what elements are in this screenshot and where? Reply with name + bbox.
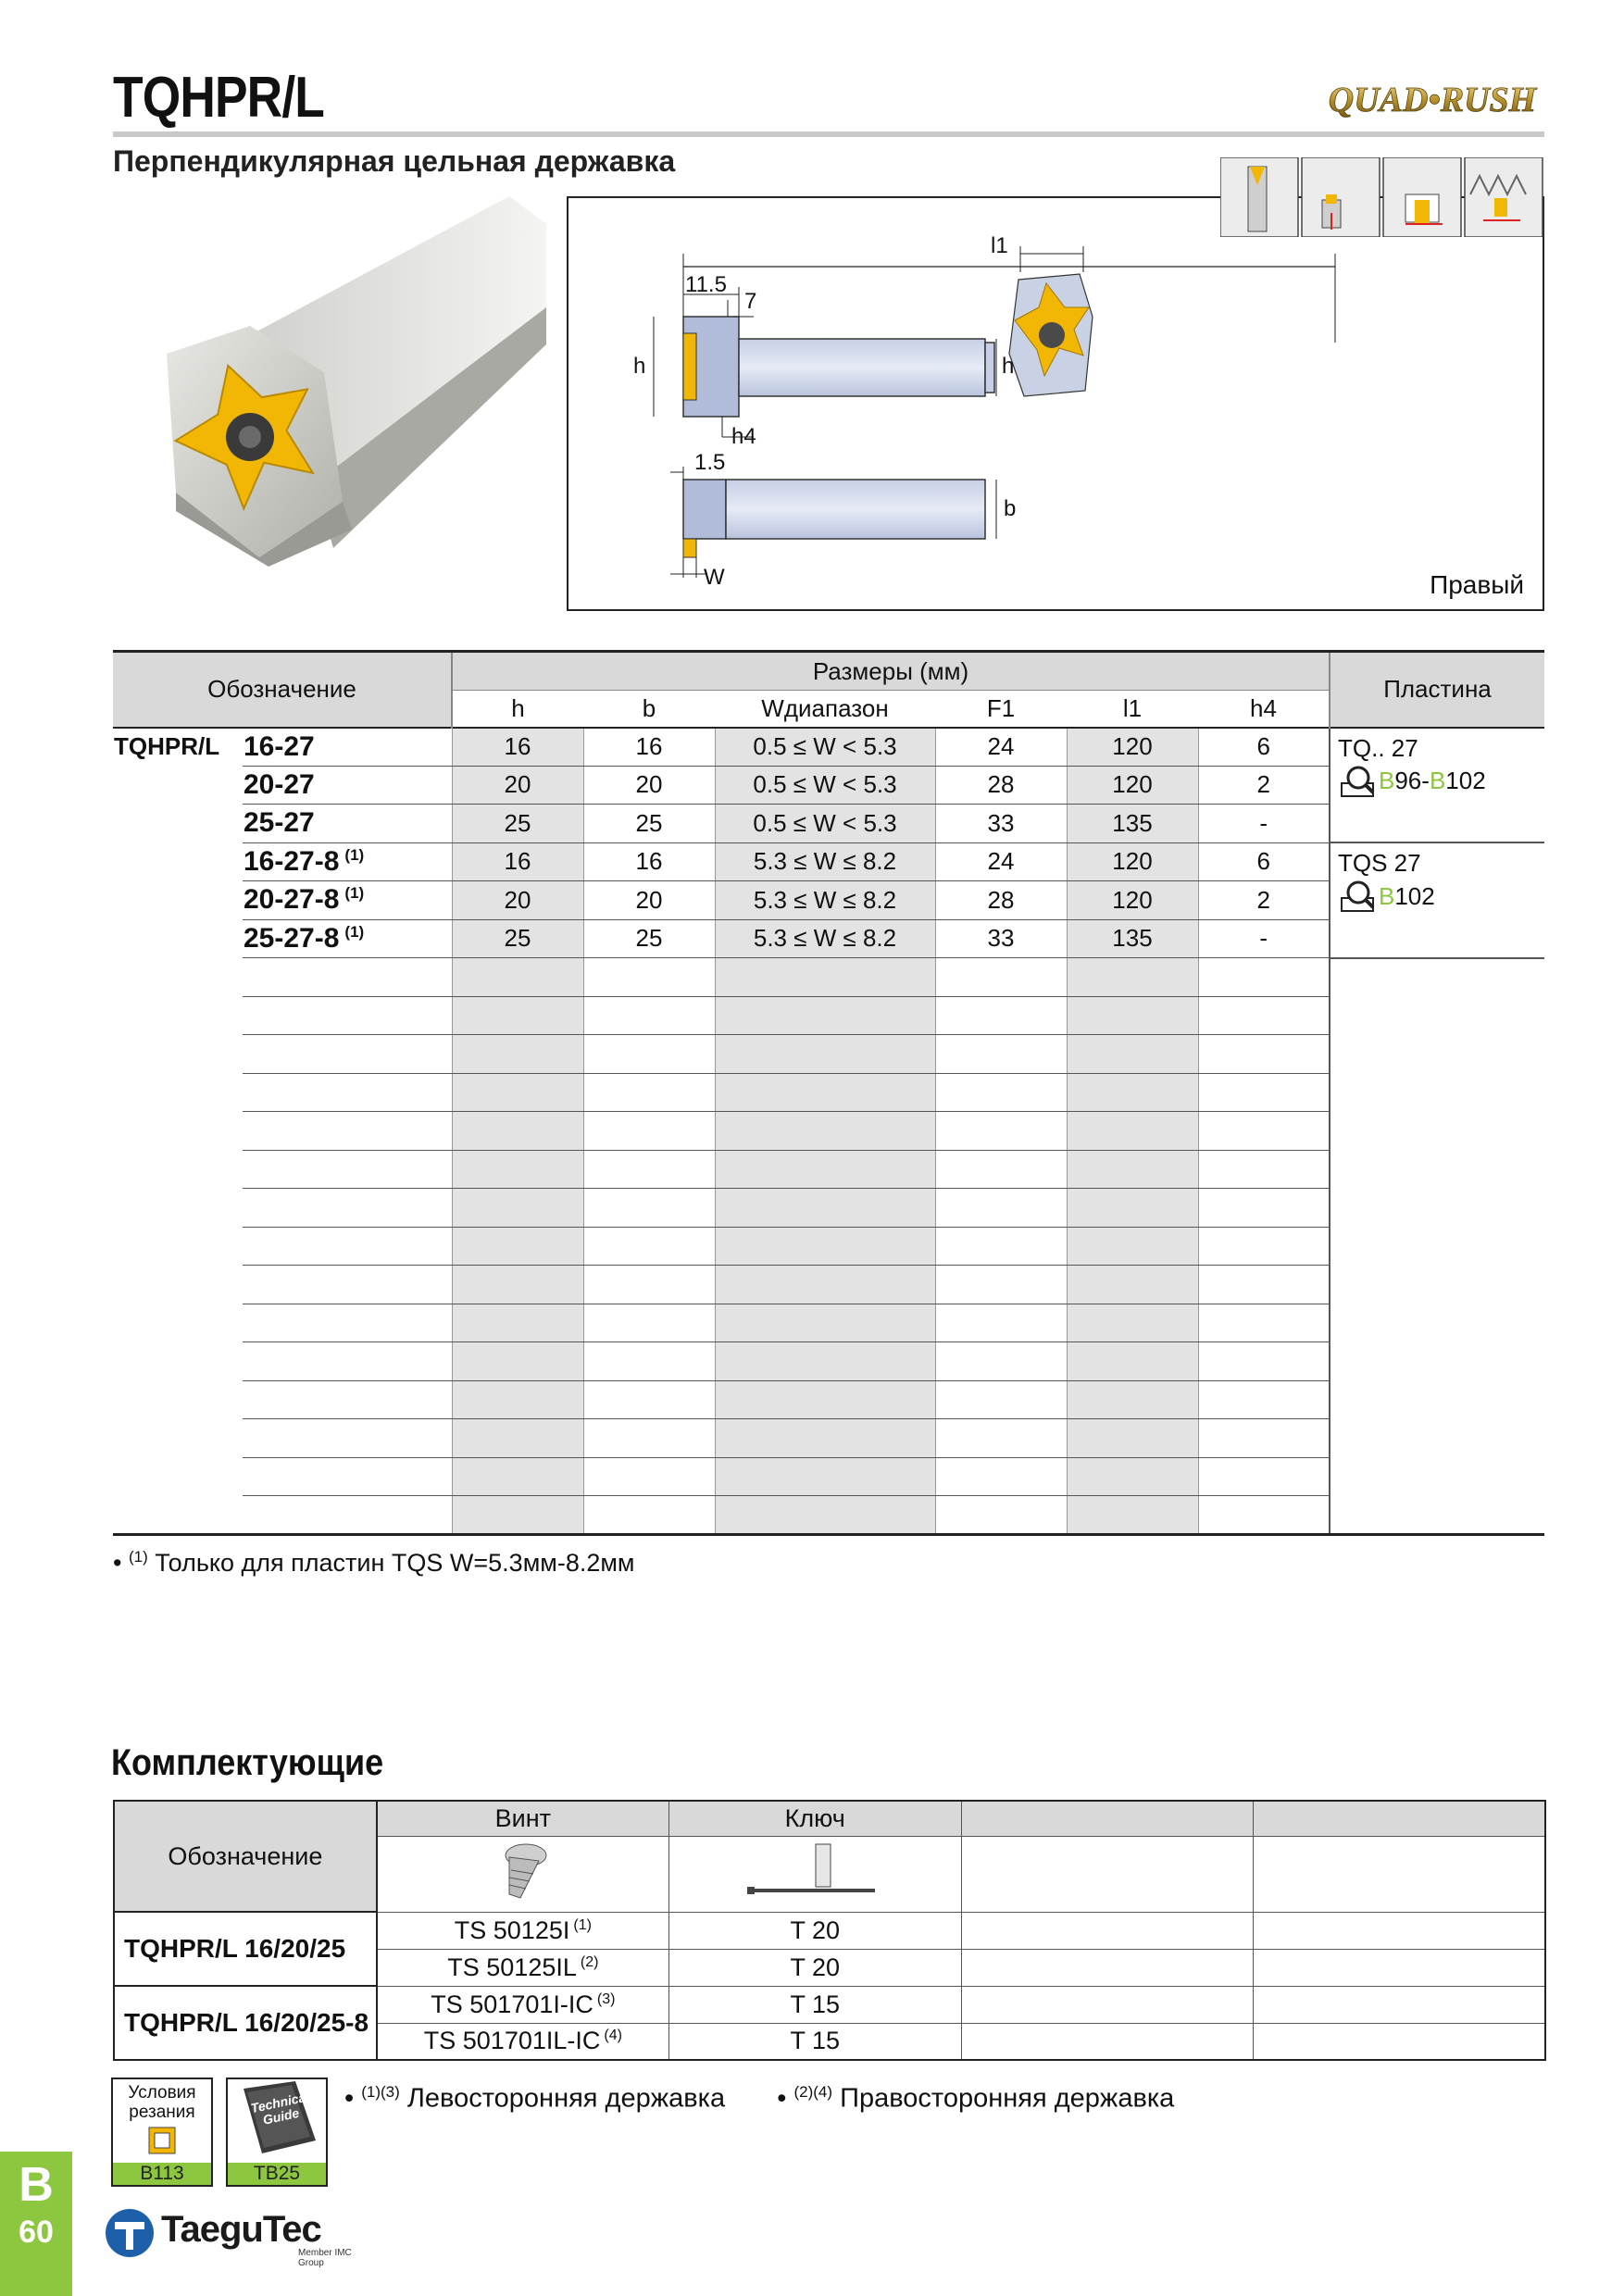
left-hand-text: Левосторонняя державка: [406, 2083, 726, 2114]
row-note: (1): [344, 884, 365, 903]
cutting-conditions-label: Условия резания: [128, 2083, 196, 2122]
dim-h-left: h: [633, 354, 646, 379]
cell-l1: 120: [1067, 881, 1198, 920]
row-designation: [243, 842, 452, 881]
col-insert: Пластина: [1330, 652, 1544, 728]
dim-b: b: [1004, 496, 1017, 521]
screw-cell: [377, 1949, 669, 1986]
accessories-table: [113, 1800, 1546, 2061]
row-prefix: [113, 842, 243, 881]
technical-drawing: [567, 196, 1544, 611]
technical-guide-title: Technical Guide: [249, 2089, 311, 2128]
cell-w: 0.5 ≤ W < 5.3: [715, 728, 935, 767]
accessory-row: [114, 1986, 1545, 2023]
cell-l1: 135: [1067, 805, 1198, 843]
dimensions-table: [113, 650, 1544, 1536]
product-photo: [139, 196, 546, 567]
cell-w: 5.3 ≤ W ≤ 8.2: [715, 919, 935, 958]
cell-h4: 2: [1198, 766, 1330, 805]
dim-1-5: 1.5: [694, 450, 726, 475]
operation-icons: [1220, 157, 1544, 237]
empty-row: [113, 958, 1544, 997]
insert-page-ref[interactable]: [1338, 763, 1537, 800]
ref-separator: -: [1421, 767, 1430, 794]
cell-h: 20: [452, 766, 583, 805]
ref-a-letter: B: [1379, 767, 1395, 794]
acc-col-empty-2: [1254, 1801, 1545, 1836]
screw-code: TS 501701IL-IC: [423, 2027, 601, 2055]
hand-notes: • $^{(1)(3)}$ Левосторонняя державка • $^{(2)(4)}$ Правосторонняя державка: [344, 2083, 1175, 2114]
cell-h: 16: [452, 728, 583, 767]
cell-h4: -: [1198, 805, 1330, 843]
key-cell: T 15: [668, 2023, 961, 2060]
subcol-h: h: [511, 693, 525, 722]
row-code: 25-27-8: [244, 922, 340, 954]
accessory-designation: TQHPR/L 16/20/25: [114, 1912, 377, 1986]
cutting-conditions-icon: [144, 2124, 181, 2157]
footnote-1-text: Только для пластин TQS W=5.3мм-8.2мм: [155, 1549, 635, 1577]
cell-h: 25: [452, 919, 583, 958]
screw-cell: [377, 2023, 669, 2060]
accessory-row: [114, 1912, 1545, 1949]
cell-l1: 135: [1067, 919, 1198, 958]
company-tagline: Member IMC Group: [298, 2248, 352, 2268]
acc-col-key: Ключ: [668, 1801, 961, 1836]
taegutec-logo-mark: [104, 2207, 156, 2259]
key-cell: T 20: [668, 1912, 961, 1949]
cell-w: 5.3 ≤ W ≤ 8.2: [715, 842, 935, 881]
dim-h-right: h: [1002, 354, 1015, 379]
subcol-f1: F1: [986, 693, 1016, 722]
cell-f1: 33: [935, 919, 1067, 958]
ref-b-number: 102: [1445, 767, 1486, 794]
row-code: 16-27: [244, 730, 315, 762]
page-number: 60: [19, 2215, 54, 2250]
magnifier-book-icon: [1338, 763, 1379, 800]
acc-col-empty-1: [961, 1801, 1253, 1836]
cell-w: 0.5 ≤ W < 5.3: [715, 805, 935, 843]
cell-b: 20: [583, 881, 715, 920]
acc-empty-pic-2: [1254, 1836, 1545, 1912]
cell-b: 16: [583, 842, 715, 881]
screw-cell: [377, 1986, 669, 2023]
row-code: 25-27: [244, 807, 315, 839]
insert-name: TQS 27: [1338, 849, 1421, 877]
brand-text: QUAD•RUSH: [1328, 81, 1537, 119]
footnote-1-mark: (1): [128, 1548, 148, 1566]
accessory-designation: TQHPR/L 16/20/25-8: [114, 1986, 377, 2060]
cell-f1: 33: [935, 805, 1067, 843]
col-designation: Обозначение: [113, 652, 452, 728]
page-subtitle: Перпендикулярная цельная державка: [113, 144, 676, 178]
right-hand-mark: (2)(4): [793, 2083, 833, 2101]
cell-h4: -: [1198, 919, 1330, 958]
ref-a-number: 96: [1394, 767, 1422, 794]
dim-7: 7: [744, 289, 757, 314]
screw-cell: [377, 1912, 669, 1949]
subcol-b: b: [642, 693, 656, 722]
cell-h: 25: [452, 805, 583, 843]
ref-b-letter: B: [1429, 767, 1446, 794]
magnifier-book-icon: [1338, 878, 1379, 915]
section-letter: B: [19, 2158, 54, 2212]
acc-col-designation: Обозначение: [114, 1801, 377, 1912]
row-note: (1): [344, 845, 365, 864]
table-row: [113, 728, 1544, 767]
acc-empty-pic-1: [961, 1836, 1253, 1912]
screw-icon: [481, 1839, 565, 1903]
cell-b: 25: [583, 919, 715, 958]
ref-b-letter: B: [1379, 881, 1395, 910]
cell-h: 16: [452, 842, 583, 881]
cell-f1: 24: [935, 728, 1067, 767]
row-prefix: [113, 919, 243, 958]
accessories-title: Комплектующие: [111, 1742, 384, 1783]
row-note: (1): [344, 922, 365, 941]
row-designation: [243, 881, 452, 920]
company-name: TaeguTec: [161, 2209, 321, 2250]
cell-b: 16: [583, 728, 715, 767]
screw-note: (3): [596, 1990, 616, 2007]
dim-w: W: [704, 565, 725, 590]
cell-l1: 120: [1067, 842, 1198, 881]
page-title: TQHPR/L: [113, 66, 324, 130]
left-hand-mark: (1)(3): [361, 2083, 400, 2101]
row-code: 20-27: [244, 768, 315, 800]
dim-l1: l1: [991, 233, 1008, 258]
cell-f1: 24: [935, 842, 1067, 881]
row-prefix: [113, 881, 243, 920]
row-designation: [243, 919, 452, 958]
subcol-w: Wдиапазон: [761, 693, 889, 722]
row-designation: [243, 805, 452, 843]
row-designation: [243, 728, 452, 767]
cell-b: 20: [583, 766, 715, 805]
cell-f1: 28: [935, 881, 1067, 920]
cell-l1: 120: [1067, 728, 1198, 767]
table-row: [113, 842, 1544, 881]
subcol-h4: h4: [1250, 693, 1277, 722]
technical-guide-page: TB25: [228, 2163, 326, 2185]
dim-h4: h4: [731, 424, 756, 449]
screw-code: TS 501701I-IC: [431, 1990, 593, 2018]
subcol-l1: l1: [1122, 693, 1143, 722]
title-divider: [113, 131, 1544, 137]
row-prefix: [113, 805, 243, 843]
insert-page-ref[interactable]: [1338, 878, 1537, 915]
insert-name: TQ.. 27: [1338, 733, 1418, 762]
right-hand-text: Правосторонняя державка: [840, 2083, 1175, 2114]
screw-picture-cell: [377, 1836, 669, 1912]
company-logo: [104, 2205, 354, 2268]
insert-cell: [1330, 728, 1544, 843]
screw-note: (1): [573, 1916, 592, 1933]
technical-guide-link[interactable]: [226, 2078, 328, 2187]
cell-f1: 28: [935, 766, 1067, 805]
cell-h4: 2: [1198, 881, 1330, 920]
key-icon: [745, 1839, 884, 1903]
quad-rush-logo: [1320, 78, 1544, 120]
footnote-1: • $^{(1)}$ Только для пластин TQS W=5.3мм-8.2мм: [113, 1548, 635, 1577]
screw-note: (2): [580, 1953, 599, 1970]
screw-note: (4): [604, 2028, 622, 2044]
cell-w: 0.5 ≤ W < 5.3: [715, 766, 935, 805]
cell-l1: 120: [1067, 766, 1198, 805]
cutting-conditions-link[interactable]: [111, 2078, 213, 2187]
screw-code: TS 50125IL: [447, 1953, 577, 1981]
insert-cell: [1330, 842, 1544, 958]
key-picture-cell: [668, 1836, 961, 1912]
cell-h: 20: [452, 881, 583, 920]
acc-col-screw: Винт: [377, 1801, 669, 1836]
cutting-conditions-page: B113: [113, 2163, 211, 2185]
row-prefix: [113, 766, 243, 805]
cell-w: 5.3 ≤ W ≤ 8.2: [715, 881, 935, 920]
col-dimensions: Размеры (мм): [452, 652, 1330, 691]
hand-label: Правый: [1430, 570, 1524, 599]
key-cell: T 15: [668, 1986, 961, 2023]
cell-b: 25: [583, 805, 715, 843]
screw-code: TS 50125I: [454, 1915, 570, 1944]
row-prefix: TQHPR/L: [114, 732, 220, 761]
row-code: 16-27-8: [244, 845, 340, 877]
cell-h4: 6: [1198, 728, 1330, 767]
dim-11-5: 11.5: [685, 272, 727, 297]
key-cell: T 20: [668, 1949, 961, 1986]
row-code: 20-27-8: [244, 884, 340, 916]
row-designation: [243, 766, 452, 805]
cell-h4: 6: [1198, 842, 1330, 881]
ref-b-number: 102: [1394, 881, 1435, 910]
